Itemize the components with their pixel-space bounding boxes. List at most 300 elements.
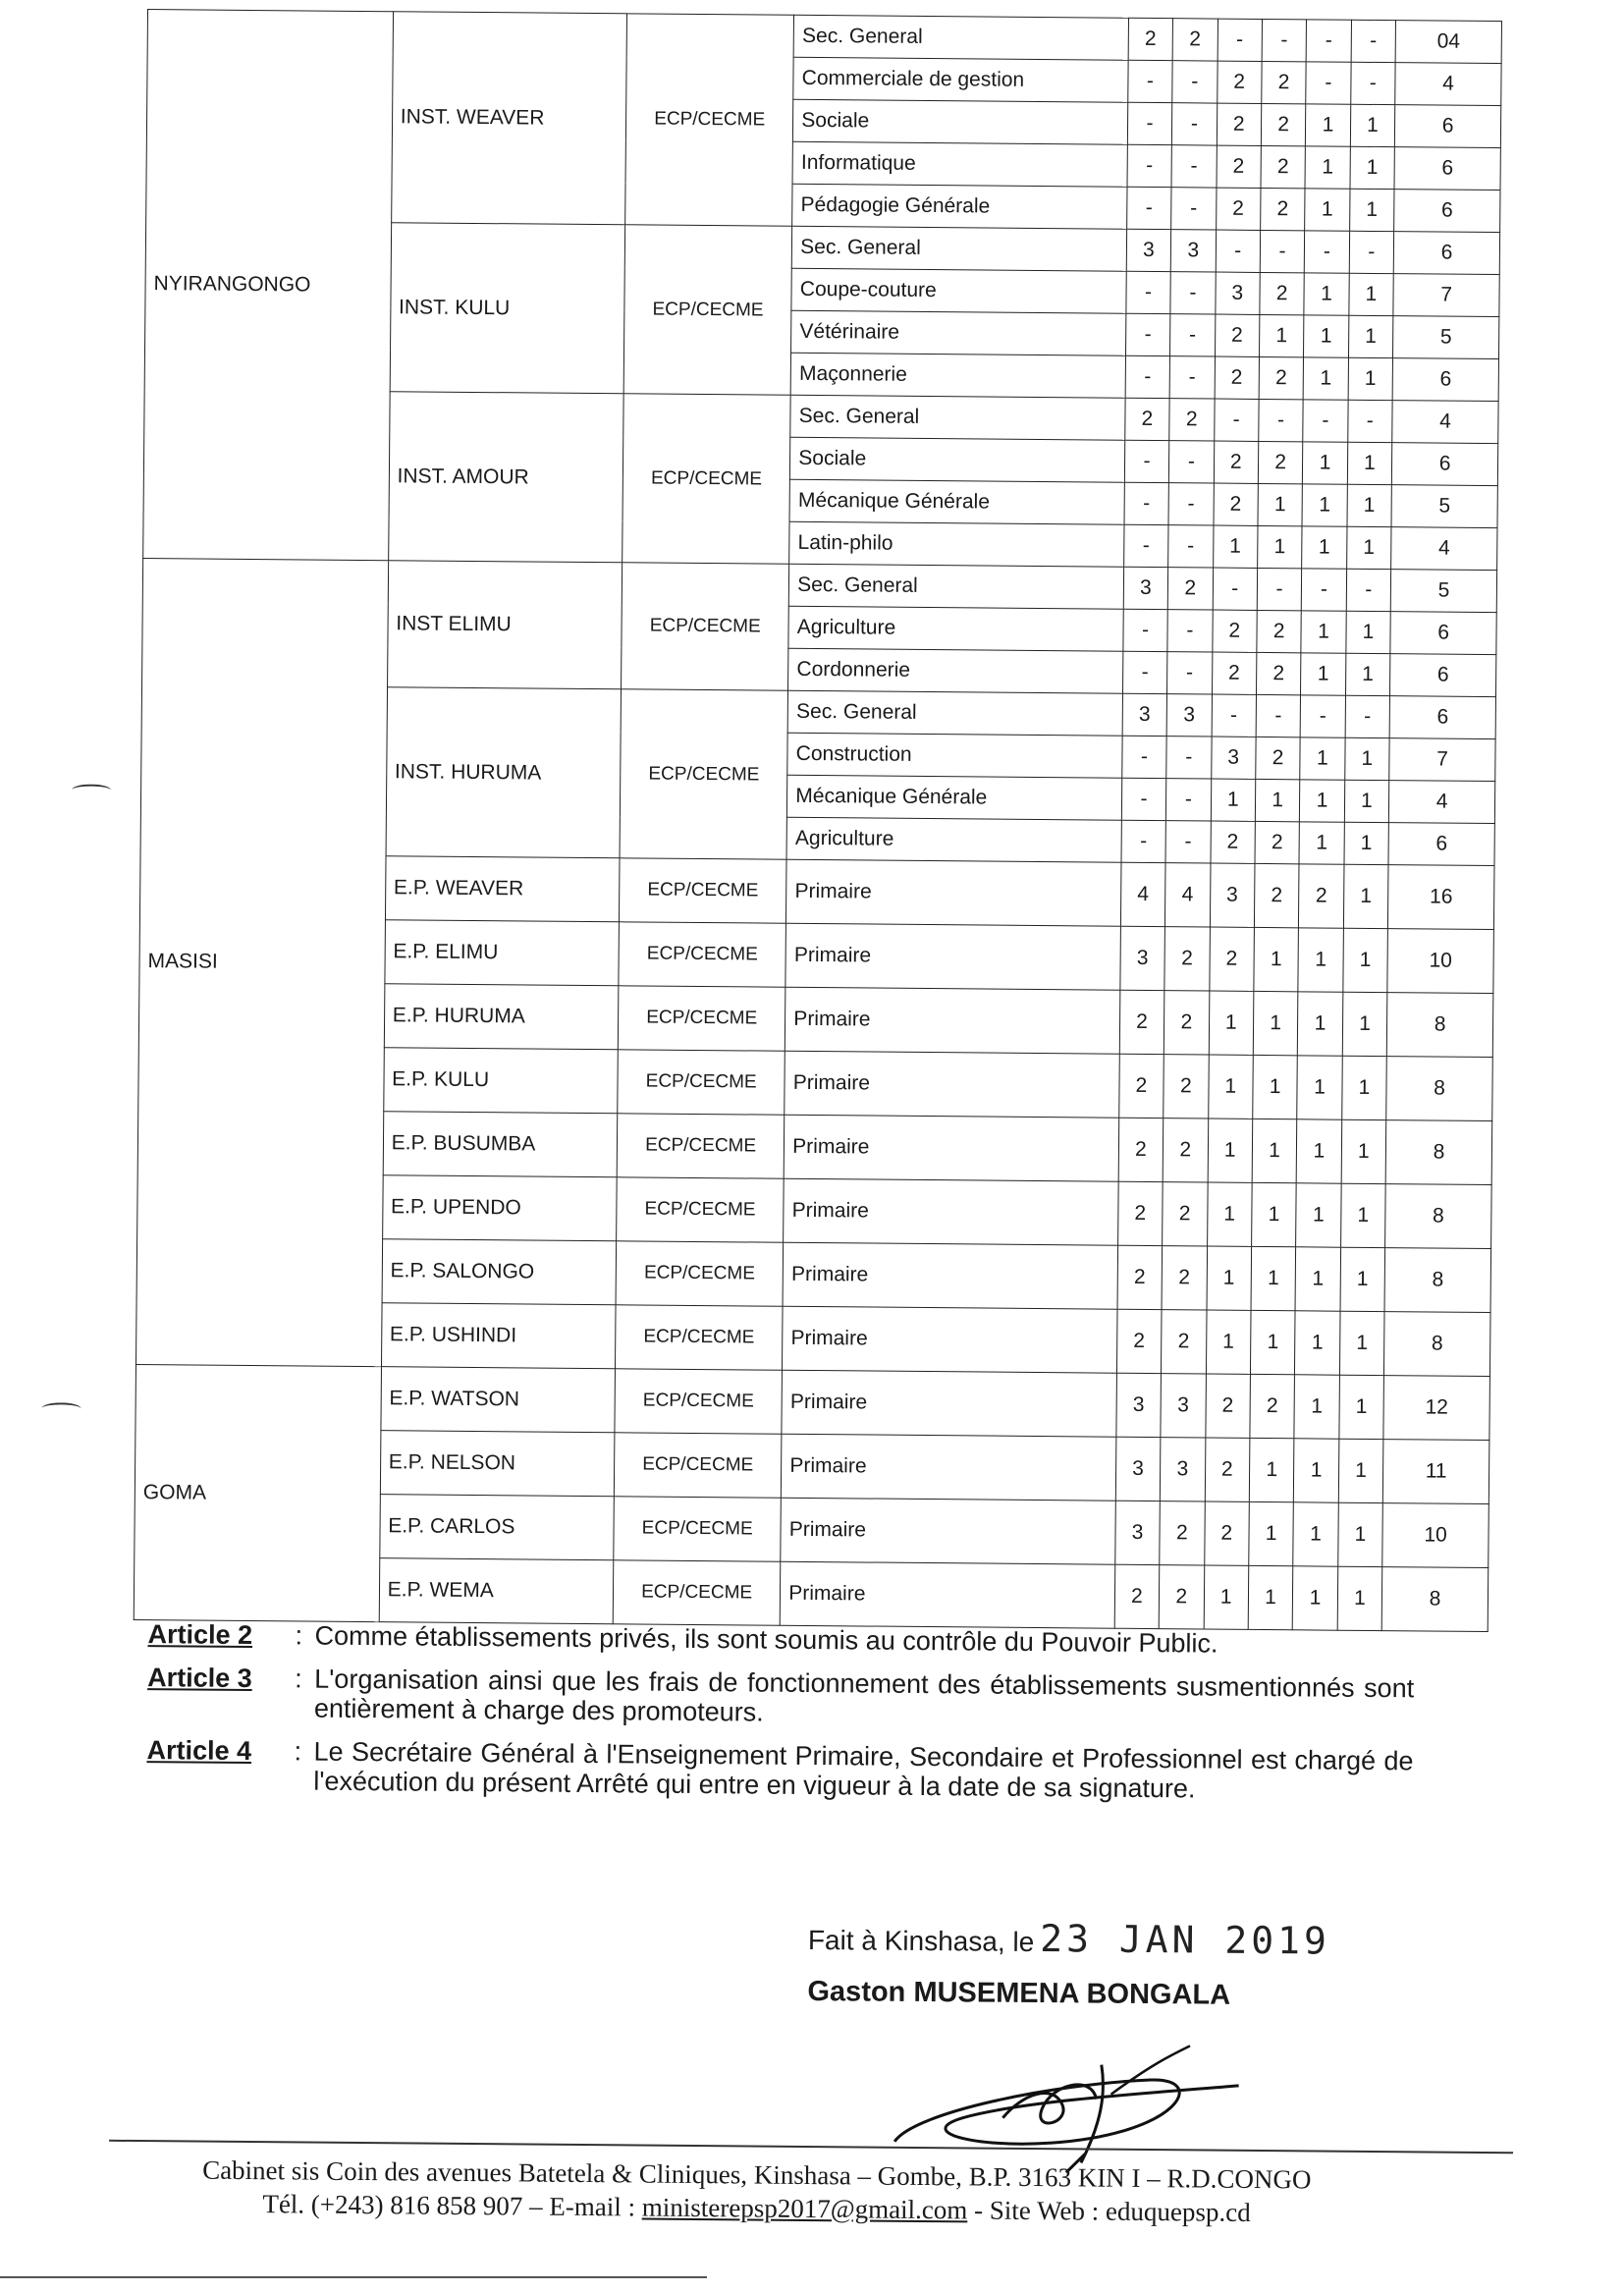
footer-address: Cabinet sis Coin des avenues Batetela & Cliniques, Kinshasa – Gombe, B.P. 3163 KIN I – R.D.CONGO: [202, 2155, 1312, 2195]
class-count-cell: 1: [1300, 737, 1345, 780]
article-3: [147, 1663, 1414, 1732]
class-count-cell: -: [1213, 568, 1258, 610]
class-count-cell: 1: [1253, 1055, 1298, 1119]
section-cell: Sec. General: [790, 395, 1125, 440]
class-count-cell: 1: [1295, 1311, 1340, 1375]
total-cell: 04: [1395, 21, 1501, 64]
class-count-cell: 1: [1305, 189, 1350, 231]
class-count-cell: 1: [1250, 1310, 1295, 1374]
class-count-cell: -: [1300, 695, 1345, 737]
class-count-cell: 1: [1344, 737, 1389, 780]
class-count-cell: 2: [1167, 568, 1213, 610]
class-count-cell: -: [1259, 399, 1304, 441]
total-cell: 6: [1389, 696, 1495, 739]
class-count-cell: 1: [1340, 1183, 1385, 1247]
class-count-cell: 1: [1350, 146, 1395, 189]
class-count-cell: 1: [1303, 357, 1348, 400]
class-count-cell: 2: [1214, 483, 1259, 525]
class-count-cell: 2: [1259, 356, 1304, 399]
class-count-cell: -: [1305, 231, 1350, 273]
total-cell: 6: [1388, 823, 1494, 866]
section-cell: Pédagogie Générale: [792, 184, 1127, 229]
section-cell: Primaire: [782, 1434, 1116, 1501]
section-cell: Informatique: [792, 141, 1127, 187]
footer-tel: Tél. (+243) 816 858 907 – E-mail :: [262, 2189, 642, 2222]
total-cell: 6: [1394, 105, 1500, 148]
total-cell: 8: [1381, 1567, 1488, 1632]
class-count-cell: 2: [1214, 441, 1259, 483]
class-count-cell: -: [1127, 144, 1172, 187]
class-count-cell: 3: [1161, 1374, 1206, 1438]
section-cell: Primaire: [784, 1115, 1118, 1181]
section-cell: Primaire: [785, 1051, 1119, 1118]
article-text: Comme établissements privés, ils sont soumis au contrôle du Pouvoir Public.: [314, 1620, 1218, 1659]
class-count-cell: 1: [1348, 315, 1393, 357]
category-cell: ECP/CECME: [616, 1241, 784, 1306]
article-text: L'organisation ainsi que les frais de fonctionnement des établissements susmentionnés sont entièrement à charge des promoteurs.: [313, 1664, 1415, 1727]
class-count-cell: -: [1303, 400, 1348, 442]
school-name-cell: E.P. UPENDO: [382, 1175, 617, 1241]
class-count-cell: 2: [1212, 652, 1257, 694]
class-count-cell: 1: [1258, 525, 1303, 568]
class-count-cell: 2: [1257, 610, 1302, 652]
total-cell: 7: [1393, 274, 1499, 317]
total-cell: 6: [1394, 147, 1500, 191]
class-count-cell: 1: [1341, 1119, 1386, 1183]
class-count-cell: 2: [1262, 61, 1307, 103]
class-count-cell: -: [1122, 651, 1167, 693]
total-cell: 7: [1389, 738, 1495, 782]
class-count-cell: 2: [1205, 1374, 1250, 1438]
total-cell: 8: [1385, 1184, 1491, 1249]
school-name-cell: E.P. USHINDI: [381, 1303, 616, 1369]
article-separator: :: [295, 1620, 303, 1651]
class-count-cell: 2: [1256, 737, 1301, 779]
class-count-cell: -: [1126, 271, 1171, 313]
class-count-cell: 1: [1339, 1375, 1384, 1439]
class-count-cell: 1: [1295, 1247, 1340, 1311]
class-count-cell: -: [1169, 441, 1215, 483]
class-count-cell: 1: [1207, 1246, 1252, 1310]
class-count-cell: 1: [1337, 1502, 1382, 1566]
class-count-cell: 1: [1296, 1183, 1341, 1247]
class-count-cell: -: [1214, 399, 1259, 441]
class-count-cell: -: [1347, 400, 1392, 442]
section-cell: Primaire: [780, 1561, 1114, 1628]
total-cell: 12: [1383, 1376, 1489, 1441]
class-count-cell: -: [1168, 525, 1214, 568]
class-count-cell: 1: [1343, 864, 1388, 928]
section-cell: Sec. General: [787, 690, 1122, 736]
class-count-cell: -: [1262, 19, 1307, 61]
total-cell: 8: [1386, 993, 1492, 1058]
class-count-cell: 2: [1172, 19, 1218, 61]
section-cell: Mécanique Générale: [787, 775, 1122, 820]
school-name-cell: E.P. WEMA: [379, 1558, 614, 1624]
category-cell: ECP/CECME: [619, 858, 786, 923]
class-count-cell: -: [1170, 314, 1216, 356]
class-count-cell: 1: [1349, 273, 1394, 315]
class-count-cell: 1: [1207, 1182, 1252, 1246]
class-count-cell: 2: [1217, 103, 1262, 145]
class-count-cell: 2: [1117, 1245, 1163, 1309]
class-count-cell: 1: [1302, 526, 1347, 569]
class-count-cell: 1: [1347, 484, 1392, 526]
total-cell: 6: [1393, 232, 1499, 275]
class-count-cell: 3: [1123, 567, 1168, 609]
signer-name: Gaston MUSEMENA BONGALA: [807, 1975, 1231, 2011]
class-count-cell: 3: [1160, 1438, 1205, 1501]
class-count-cell: -: [1260, 230, 1305, 272]
total-cell: 5: [1390, 570, 1496, 613]
table-row: [135, 1365, 1490, 1441]
category-cell: ECP/CECME: [623, 225, 792, 395]
class-count-cell: 1: [1300, 780, 1345, 822]
school-name-cell: INST ELIMU: [387, 561, 622, 689]
class-count-cell: -: [1350, 62, 1395, 104]
section-cell: Primaire: [785, 923, 1120, 990]
class-count-cell: 2: [1164, 927, 1210, 991]
class-count-cell: -: [1123, 524, 1168, 567]
school-name-cell: E.P. ELIMU: [385, 920, 620, 986]
class-count-cell: -: [1306, 20, 1351, 62]
class-count-cell: 3: [1120, 926, 1165, 990]
class-count-cell: -: [1121, 820, 1166, 862]
class-count-cell: 2: [1255, 821, 1300, 863]
class-count-cell: 1: [1302, 484, 1347, 526]
class-count-cell: 2: [1216, 188, 1261, 230]
class-count-cell: 2: [1118, 1118, 1164, 1181]
class-count-cell: 3: [1170, 230, 1216, 272]
class-count-cell: 2: [1258, 441, 1303, 483]
total-cell: 10: [1382, 1503, 1489, 1568]
class-count-cell: 1: [1306, 104, 1351, 146]
class-count-cell: 3: [1166, 694, 1212, 737]
class-count-cell: 1: [1299, 822, 1344, 864]
class-count-cell: 2: [1160, 1501, 1205, 1565]
class-count-cell: 2: [1163, 1182, 1208, 1246]
category-cell: ECP/CECME: [618, 1050, 785, 1115]
class-count-cell: 1: [1342, 992, 1387, 1056]
class-count-cell: -: [1256, 694, 1301, 737]
class-count-cell: -: [1346, 569, 1391, 611]
footer-site: - Site Web : eduquepsp.cd: [967, 2195, 1251, 2227]
total-cell: 8: [1384, 1248, 1490, 1313]
school-name-cell: INST. KULU: [390, 223, 625, 394]
category-cell: ECP/CECME: [616, 1305, 784, 1370]
section-cell: Cordonnerie: [788, 648, 1123, 693]
class-count-cell: 1: [1255, 779, 1300, 821]
class-count-cell: 2: [1119, 990, 1164, 1054]
total-cell: 6: [1390, 612, 1496, 655]
total-cell: 11: [1382, 1440, 1489, 1504]
category-cell: ECP/CECME: [613, 1560, 781, 1625]
class-count-cell: 1: [1252, 1182, 1297, 1246]
category-cell: ECP/CECME: [625, 14, 794, 226]
category-cell: ECP/CECME: [618, 986, 785, 1051]
class-count-cell: -: [1169, 356, 1215, 399]
class-count-cell: -: [1123, 609, 1168, 651]
class-count-cell: 1: [1301, 653, 1346, 695]
class-count-cell: 1: [1251, 1246, 1296, 1310]
class-count-cell: 2: [1215, 356, 1260, 399]
total-cell: 8: [1385, 1120, 1491, 1185]
class-count-cell: 2: [1254, 863, 1299, 927]
school-name-cell: E.P. WEAVER: [385, 856, 620, 922]
class-count-cell: 1: [1298, 928, 1343, 992]
section-cell: Maçonnerie: [790, 353, 1125, 398]
class-count-cell: -: [1165, 821, 1211, 863]
total-cell: 6: [1390, 654, 1496, 697]
class-count-cell: 1: [1338, 1439, 1383, 1502]
class-count-cell: 2: [1209, 927, 1254, 991]
article-label: Article 2: [147, 1619, 253, 1651]
class-count-cell: 1: [1345, 653, 1390, 695]
class-count-cell: 1: [1344, 780, 1389, 822]
class-count-cell: -: [1172, 103, 1218, 145]
class-count-cell: 1: [1206, 1310, 1251, 1374]
class-count-cell: 1: [1304, 315, 1349, 357]
class-count-cell: 1: [1339, 1311, 1384, 1375]
class-count-cell: 1: [1346, 611, 1391, 653]
class-count-cell: 1: [1349, 189, 1394, 231]
article-separator: :: [295, 1664, 302, 1694]
class-count-cell: 1: [1297, 1056, 1342, 1119]
class-count-cell: 2: [1261, 188, 1306, 230]
total-cell: 4: [1395, 63, 1501, 106]
class-count-cell: 4: [1120, 862, 1165, 926]
class-count-cell: 3: [1215, 272, 1260, 314]
class-count-cell: 1: [1305, 146, 1350, 189]
class-count-cell: 4: [1165, 863, 1211, 927]
section-cell: Vétérinaire: [791, 310, 1126, 355]
place-date-line: [808, 1915, 1358, 1963]
category-cell: ECP/CECME: [617, 1114, 785, 1178]
class-count-cell: 1: [1303, 442, 1348, 484]
class-count-cell: 2: [1164, 991, 1209, 1055]
class-count-cell: 2: [1118, 1054, 1164, 1118]
total-cell: 10: [1387, 929, 1493, 994]
category-cell: ECP/CECME: [620, 689, 788, 859]
section-cell: Agriculture: [786, 817, 1121, 862]
school-name-cell: E.P. WATSON: [381, 1367, 616, 1433]
class-count-cell: 2: [1260, 272, 1305, 314]
class-count-cell: 2: [1215, 314, 1260, 356]
class-count-cell: 2: [1163, 1119, 1208, 1182]
class-count-cell: 1: [1293, 1566, 1338, 1630]
class-count-cell: 1: [1209, 991, 1254, 1055]
section-cell: Primaire: [781, 1498, 1115, 1564]
article-4: [146, 1735, 1413, 1805]
class-count-cell: 2: [1211, 821, 1256, 863]
school-name-cell: INST. AMOUR: [388, 392, 623, 563]
class-count-cell: 1: [1211, 779, 1256, 821]
class-count-cell: 1: [1204, 1565, 1249, 1629]
class-count-cell: 3: [1116, 1373, 1162, 1437]
class-count-cell: 2: [1117, 1181, 1163, 1245]
class-count-cell: 2: [1217, 145, 1262, 188]
section-cell: Sec. General: [789, 564, 1124, 609]
section-cell: Primaire: [783, 1306, 1117, 1373]
class-count-cell: 1: [1347, 442, 1392, 484]
category-cell: ECP/CECME: [617, 1177, 785, 1242]
total-cell: 4: [1392, 401, 1498, 444]
article-text: Le Secrétaire Général à l'Enseignement Primaire, Secondaire et Professionnel est chargé de l'exécution du présent Arrêté qui entre en vigueur à la date de sa signature.: [313, 1736, 1414, 1804]
total-cell: 6: [1394, 190, 1500, 233]
school-name-cell: INST. HURUMA: [386, 687, 622, 858]
punch-hole-mark-icon: [42, 1402, 81, 1414]
class-count-cell: 1: [1248, 1565, 1293, 1629]
class-count-cell: -: [1121, 778, 1166, 820]
class-count-cell: 1: [1208, 1119, 1253, 1182]
class-count-cell: 1: [1293, 1502, 1338, 1566]
class-count-cell: -: [1212, 694, 1257, 737]
class-count-cell: 1: [1296, 1119, 1341, 1183]
date-stamp: 23 JAN 2019: [1040, 1917, 1331, 1963]
section-cell: Primaire: [783, 1242, 1117, 1309]
class-count-cell: 1: [1294, 1439, 1339, 1502]
class-count-cell: 2: [1128, 18, 1173, 60]
class-count-cell: 2: [1204, 1501, 1249, 1565]
class-count-cell: -: [1218, 19, 1263, 61]
class-count-cell: 2: [1261, 103, 1306, 145]
category-cell: ECP/CECME: [614, 1497, 782, 1561]
section-cell: Primaire: [786, 859, 1121, 926]
province-cell: NYIRANGONGO: [143, 10, 394, 561]
school-name-cell: E.P. BUSUMBA: [383, 1112, 618, 1177]
class-count-cell: -: [1127, 102, 1172, 144]
class-count-cell: 1: [1344, 822, 1389, 864]
section-cell: Primaire: [785, 987, 1120, 1054]
class-count-cell: 2: [1125, 398, 1170, 440]
class-count-cell: 1: [1298, 992, 1343, 1056]
class-count-cell: -: [1125, 355, 1170, 398]
class-count-cell: -: [1306, 62, 1351, 104]
class-count-cell: -: [1257, 568, 1302, 610]
class-count-cell: -: [1172, 61, 1218, 103]
article-label: Article 4: [146, 1735, 252, 1767]
class-count-cell: -: [1171, 145, 1217, 188]
class-count-cell: 2: [1162, 1310, 1207, 1374]
class-count-cell: 3: [1115, 1437, 1161, 1501]
section-cell: Agriculture: [788, 606, 1123, 651]
section-cell: Sec. General: [792, 226, 1127, 271]
province-cell: MASISI: [136, 559, 389, 1367]
category-cell: ECP/CECME: [622, 563, 789, 690]
class-count-cell: 2: [1212, 610, 1257, 652]
class-count-cell: 2: [1164, 1055, 1209, 1119]
class-count-cell: 1: [1346, 526, 1391, 569]
school-name-cell: E.P. HURUMA: [384, 984, 619, 1050]
class-count-cell: -: [1345, 695, 1390, 737]
signature-block: [807, 1915, 1358, 2013]
section-cell: Mécanique Générale: [789, 479, 1124, 524]
class-count-cell: 1: [1294, 1375, 1339, 1439]
schools-table: [134, 9, 1502, 1632]
class-count-cell: 2: [1169, 399, 1215, 441]
school-name-cell: E.P. CARLOS: [379, 1495, 614, 1560]
class-count-cell: -: [1216, 230, 1261, 272]
class-count-cell: 3: [1126, 229, 1171, 271]
category-cell: ECP/CECME: [623, 394, 791, 564]
class-count-cell: 1: [1249, 1438, 1294, 1501]
table-row: [147, 10, 1501, 64]
class-count-cell: 1: [1252, 1119, 1297, 1182]
class-count-cell: 1: [1249, 1501, 1294, 1565]
class-count-cell: 1: [1337, 1566, 1382, 1630]
school-name-cell: E.P. NELSON: [380, 1431, 615, 1497]
section-cell: Latin-philo: [789, 521, 1124, 567]
section-cell: Sociale: [790, 437, 1125, 482]
class-count-cell: -: [1122, 736, 1167, 778]
class-count-cell: 2: [1116, 1309, 1162, 1373]
class-count-cell: -: [1128, 60, 1173, 102]
punch-hole-mark-icon: [72, 784, 111, 795]
class-count-cell: 1: [1341, 1056, 1386, 1119]
class-count-cell: -: [1167, 610, 1213, 652]
class-count-cell: 3: [1211, 737, 1256, 779]
class-count-cell: -: [1168, 483, 1214, 525]
class-count-cell: -: [1125, 313, 1170, 355]
bottom-edge-line: [0, 2276, 707, 2278]
section-cell: Sec. General: [793, 15, 1128, 60]
class-count-cell: 1: [1301, 611, 1346, 653]
class-count-cell: -: [1302, 569, 1347, 611]
total-cell: 5: [1391, 485, 1497, 528]
class-count-cell: -: [1166, 737, 1212, 779]
class-count-cell: 1: [1254, 927, 1299, 991]
article-label: Article 3: [147, 1663, 252, 1694]
class-count-cell: -: [1349, 231, 1394, 273]
class-count-cell: 2: [1159, 1565, 1204, 1629]
section-cell: Construction: [787, 733, 1122, 778]
class-count-cell: -: [1124, 482, 1169, 524]
class-count-cell: -: [1126, 187, 1171, 229]
category-cell: ECP/CECME: [619, 922, 786, 987]
class-count-cell: 1: [1348, 357, 1393, 400]
class-count-cell: 2: [1261, 145, 1306, 188]
class-count-cell: 2: [1250, 1374, 1295, 1438]
category-cell: ECP/CECME: [615, 1369, 783, 1434]
total-cell: 16: [1388, 865, 1494, 930]
total-cell: 4: [1388, 781, 1494, 824]
footer-email-link[interactable]: ministerepsp2017@gmail.com: [641, 2192, 968, 2225]
section-cell: Primaire: [784, 1178, 1118, 1245]
section-cell: Primaire: [782, 1370, 1116, 1437]
class-count-cell: 2: [1256, 652, 1301, 694]
class-count-cell: 1: [1258, 483, 1303, 525]
article-separator: :: [294, 1736, 302, 1767]
class-count-cell: 2: [1114, 1564, 1160, 1628]
class-count-cell: 2: [1205, 1438, 1250, 1501]
class-count-cell: 1: [1253, 991, 1298, 1055]
school-name-cell: INST. WEAVER: [391, 12, 626, 225]
class-count-cell: 1: [1340, 1247, 1385, 1311]
class-count-cell: -: [1170, 272, 1216, 314]
section-cell: Commerciale de gestion: [793, 57, 1128, 102]
articles-section: [146, 1619, 1415, 1819]
class-count-cell: -: [1351, 20, 1396, 62]
province-cell: GOMA: [134, 1365, 381, 1622]
class-count-cell: 1: [1213, 525, 1258, 568]
total-cell: 6: [1391, 443, 1497, 486]
class-count-cell: 1: [1259, 314, 1304, 356]
footer: [118, 2153, 1395, 2230]
class-count-cell: 3: [1210, 863, 1255, 927]
section-cell: Coupe-couture: [791, 268, 1126, 313]
class-count-cell: 1: [1208, 1055, 1253, 1119]
class-count-cell: 2: [1162, 1246, 1207, 1310]
